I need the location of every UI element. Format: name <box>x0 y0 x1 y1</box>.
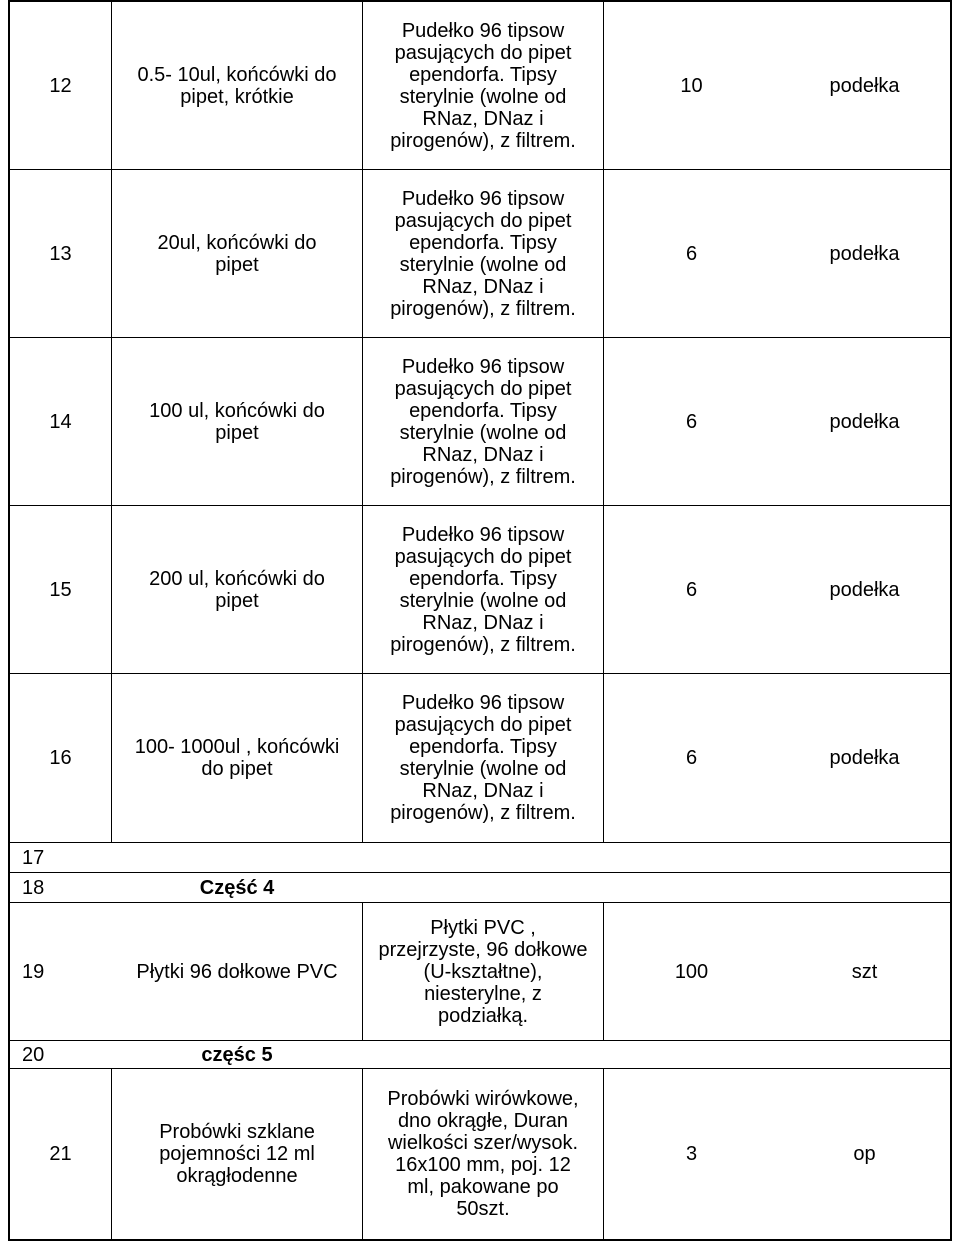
item-description: Pudełko 96 tipsow pasujących do pipet ependorfa. Tipsy sterylnie (wolne od RNaz, DNaz i pirogenów), z filtrem. <box>390 19 576 152</box>
item-unit: podełka <box>829 242 900 265</box>
row-number: 13 <box>49 242 72 265</box>
row-number: 20 <box>22 1043 45 1066</box>
item-quantity: 3 <box>685 1143 698 1165</box>
section-heading: Część 4 <box>199 876 275 899</box>
item-name: 100 ul, końcówki do pipet <box>149 399 325 444</box>
item-description: Pudełko 96 tipsow pasujących do pipet ependorfa. Tipsy sterylnie (wolne od RNaz, DNaz i pirogenów), z filtrem. <box>390 187 576 320</box>
row-number: 18 <box>22 876 45 899</box>
item-description: Płytki PVC , przejrzyste, 96 dołkowe (U-kształtne), niesterylne, z podziałką. <box>378 916 588 1027</box>
item-name: 0.5- 10ul, końcówki do pipet, krótkie <box>137 63 337 108</box>
item-unit: podełka <box>829 410 900 433</box>
item-quantity: 6 <box>685 242 698 265</box>
grid-line <box>8 1239 952 1241</box>
item-quantity: 6 <box>685 410 698 433</box>
item-quantity: 10 <box>680 74 703 97</box>
item-description: Probówki wirówkowe, dno okrągłe, Duran wielkości szer/wysok. 16x100 mm, poj. 12 ml, pakowane po 50szt. <box>387 1088 579 1220</box>
row-number: 16 <box>49 747 72 769</box>
item-quantity: 100 <box>674 960 709 983</box>
item-name: 100- 1000ul , końcówki do pipet <box>134 736 340 780</box>
item-unit: podełka <box>829 578 900 601</box>
row-number: 14 <box>49 410 72 433</box>
item-quantity: 6 <box>685 578 698 601</box>
section-heading: częśc 5 <box>201 1043 273 1066</box>
row-number: 17 <box>22 846 45 869</box>
item-unit: podełka <box>829 747 900 769</box>
item-description: Pudełko 96 tipsow pasujących do pipet ependorfa. Tipsy sterylnie (wolne od RNaz, DNaz i pirogenów), z filtrem. <box>390 523 576 656</box>
item-quantity: 6 <box>685 747 698 769</box>
row-number: 15 <box>49 578 72 601</box>
row-number: 19 <box>22 960 45 983</box>
item-description: Pudełko 96 tipsow pasujących do pipet ependorfa. Tipsy sterylnie (wolne od RNaz, DNaz i pirogenów), z filtrem. <box>390 355 576 488</box>
row-number: 12 <box>49 74 72 97</box>
item-description: Pudełko 96 tipsow pasujących do pipet ependorfa. Tipsy sterylnie (wolne od RNaz, DNaz i pirogenów), z filtrem. <box>390 692 576 824</box>
grid-line <box>950 0 952 1240</box>
grid-line <box>8 842 952 843</box>
row-number: 21 <box>49 1143 72 1165</box>
item-name: 20ul, końcówki do pipet <box>157 231 317 276</box>
item-unit: szt <box>851 960 878 983</box>
item-unit: op <box>853 1143 876 1165</box>
item-name: 200 ul, końcówki do pipet <box>149 567 325 612</box>
item-unit: podełka <box>829 74 900 97</box>
item-name: Płytki 96 dołkowe PVC <box>136 960 338 983</box>
item-name: Probówki szklane pojemności 12 ml okrągłodenne <box>159 1121 315 1187</box>
